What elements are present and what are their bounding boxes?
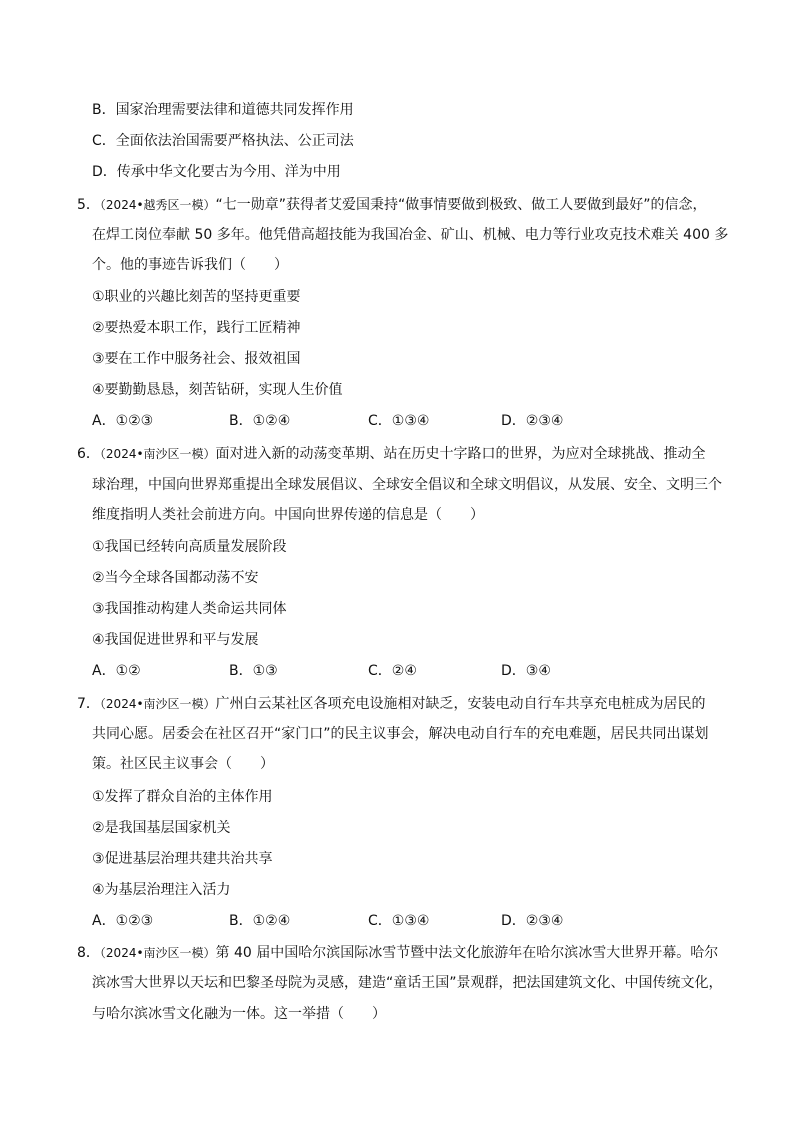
- q7-choice-b[interactable]: B．①②④: [229, 913, 291, 929]
- q6-stem-line-3: 维度指明人类社会前进方向。中国向世界传递的信息是（ ）: [92, 507, 484, 523]
- q7-choice-c[interactable]: C．①③④: [368, 913, 430, 929]
- q8-stem-line-1: [77, 943, 718, 963]
- q7-stem-line-1: [77, 694, 706, 714]
- q5-statement-3: ③要在工作中服务社会、报效祖国: [92, 351, 301, 367]
- q7-source: （2024•南沙区一模）: [99, 697, 216, 711]
- q5-choice-c[interactable]: C．①③④: [368, 413, 430, 429]
- q6-choice-a[interactable]: A．①②: [92, 663, 141, 679]
- q8-stem-line-2: 滨冰雪大世界以天坛和巴黎圣母院为灵感，建造“童话王国”景观群，把法国建筑文化、中国传统文化，: [92, 975, 723, 991]
- q5-statement-2: ②要热爱本职工作，践行工匠精神: [92, 320, 301, 336]
- q7-choice-d[interactable]: D．②③④: [501, 913, 564, 929]
- q6-stem-line-2: 球治理，中国向世界郑重提出全球发展倡议、全球安全倡议和全球文明倡议，从发展、安全、文明三个: [92, 477, 722, 493]
- q5-stem-line-2: 在焊工岗位奉献 50 多年。他凭借高超技能为我国冶金、矿山、机械、电力等行业攻克技术难关 400 多: [92, 227, 729, 243]
- q7-stem-line-2: 共同心愿。居委会在社区召开“家门口”的民主议事会，解决电动自行车的充电难题，居民共同出谋划: [92, 726, 709, 742]
- q7-statement-1: ①发挥了群众自治的主体作用: [92, 789, 273, 805]
- q7-statement-3: ③促进基层治理共建共治共享: [92, 851, 273, 867]
- q5-choice-a[interactable]: A．①②③: [92, 413, 154, 429]
- q8-text-1: 第 40 届中国哈尔滨国际冰雪节暨中法文化旅游年在哈尔滨冰雪大世界开幕。哈尔: [215, 945, 719, 961]
- q6-number: 6．: [77, 446, 100, 462]
- q7-statement-4: ④为基层治理注入活力: [92, 882, 231, 898]
- q5-choice-b[interactable]: B．①②④: [229, 413, 291, 429]
- q6-statement-3: ③我国推动构建人类命运共同体: [92, 601, 287, 617]
- q6-statement-1: ①我国已经转向高质量发展阶段: [92, 539, 287, 555]
- q5-text-1: “七一勋章”获得者艾爱国秉持“做事情要做到极致、做工人要做到最好”的信念，: [215, 197, 707, 213]
- q6-text-1: 面对进入新的动荡变革期、站在历史十字路口的世界，为应对全球挑战、推动全: [215, 446, 706, 462]
- q5-choice-d[interactable]: D．②③④: [501, 413, 564, 429]
- q6-stem-line-1: [77, 444, 706, 464]
- q4-option-d[interactable]: D．传承中华文化要古为今用、洋为中用: [92, 164, 341, 180]
- q6-statement-4: ④我国促进世界和平与发展: [92, 632, 259, 648]
- q4-option-c[interactable]: C．全面依法治国需要严格执法、公正司法: [92, 133, 354, 149]
- q7-text-1: 广州白云某社区各项充电设施相对缺乏，安装电动自行车共享充电桩成为居民的: [215, 696, 706, 712]
- q6-statement-2: ②当今全球各国都动荡不安: [92, 570, 259, 586]
- q7-choice-a[interactable]: A．①②③: [92, 913, 154, 929]
- q5-statement-1: ①职业的兴趣比刻苦的坚持更重要: [92, 289, 301, 305]
- q5-number: 5．: [77, 197, 100, 213]
- q8-source: （2024•南沙区一模）: [99, 946, 216, 960]
- q5-stem-line-3: 个。他的事迹告诉我们（ ）: [92, 257, 288, 273]
- q7-number: 7．: [77, 696, 100, 712]
- q5-source: （2024•越秀区一模）: [99, 198, 216, 212]
- q7-statement-2: ②是我国基层国家机关: [92, 820, 231, 836]
- q6-choice-b[interactable]: B．①③: [229, 663, 278, 679]
- q5-stem-line-1: [77, 195, 707, 215]
- q6-choice-d[interactable]: D．③④: [501, 663, 551, 679]
- q8-number: 8．: [77, 945, 100, 961]
- q8-stem-line-3: 与哈尔滨冰雪文化融为一体。这一举措（ ）: [92, 1006, 386, 1022]
- q6-source: （2024•南沙区一模）: [99, 447, 216, 461]
- q6-choice-c[interactable]: C．②④: [368, 663, 417, 679]
- q7-stem-line-3: 策。社区民主议事会（ ）: [92, 756, 274, 772]
- q5-statement-4: ④要勤勤恳恳，刻苦钻研，实现人生价值: [92, 382, 343, 398]
- q4-option-b[interactable]: B．国家治理需要法律和道德共同发挥作用: [92, 102, 354, 118]
